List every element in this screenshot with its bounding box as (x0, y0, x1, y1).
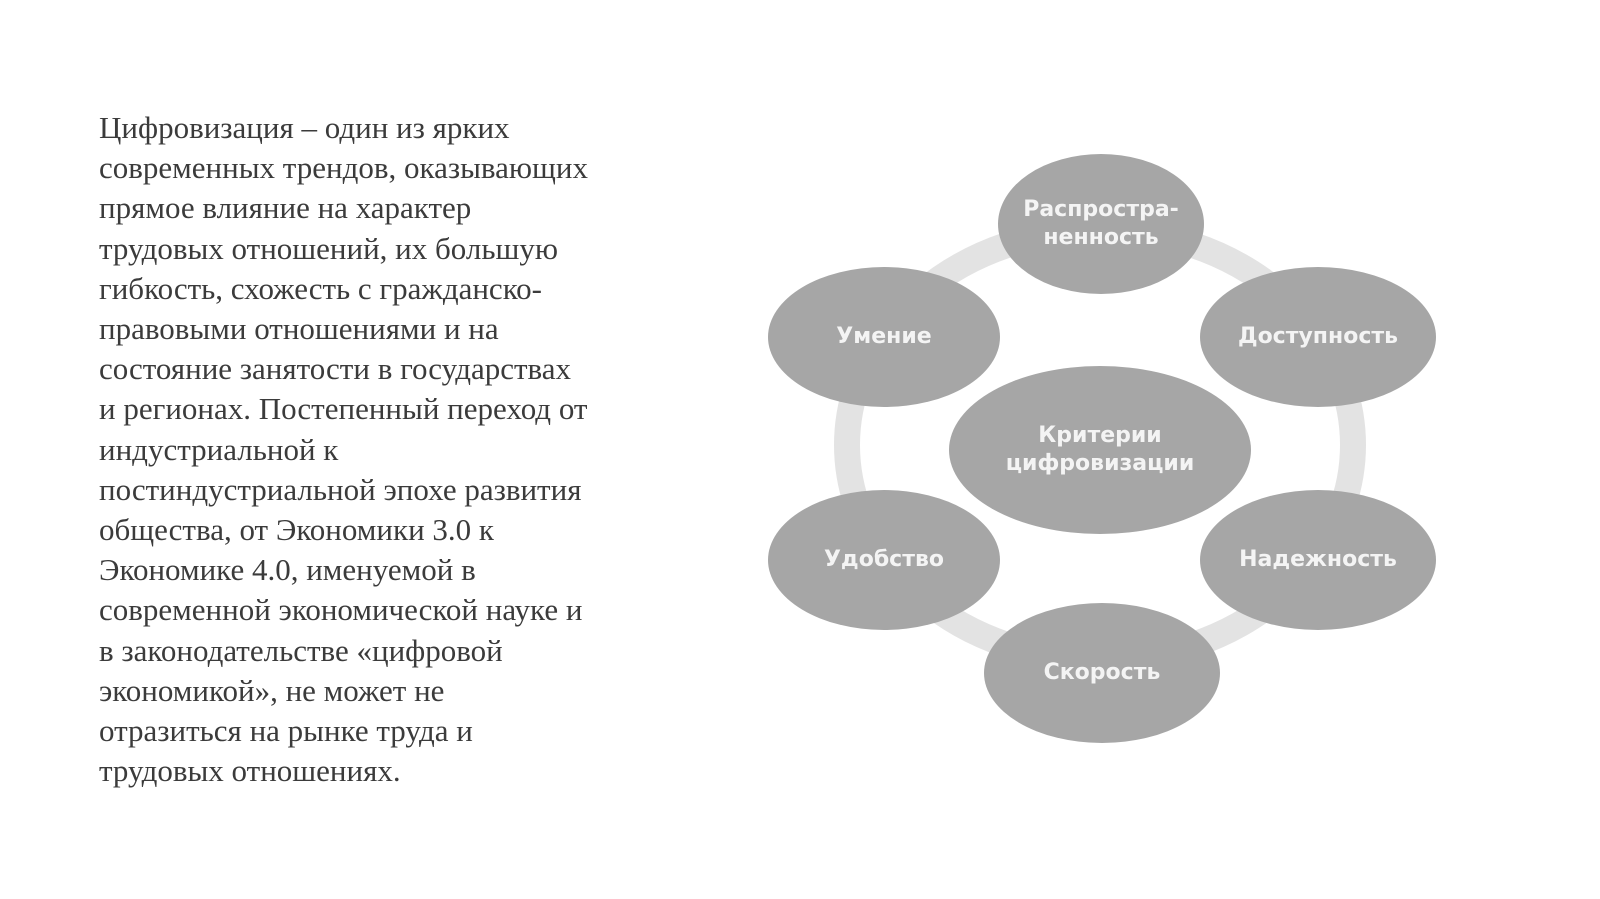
node-bottom-label: Скорость (1043, 660, 1161, 685)
text-line: и регионах. Постепенный переход от (99, 391, 588, 427)
text-line: Цифровизация – один из ярких (99, 110, 510, 145)
text-line: правовыми отношениями и на (99, 311, 499, 347)
node-center (949, 366, 1251, 534)
text-line: отразиться на рынке труда и (99, 713, 473, 749)
text-line: постиндустриальной эпохе развития (99, 471, 582, 507)
node-top-label-line1: Распростра- (1023, 197, 1179, 222)
text-line: гибкость, схожесть с гражданско- (99, 270, 543, 306)
node-bottom (984, 603, 1220, 743)
text-line: прямое влияние на характер (99, 190, 472, 226)
node-left-top (768, 267, 1000, 407)
text-line: Экономике 4.0, именуемой в (99, 552, 476, 588)
node-right-bottom-label: Надежность (1239, 547, 1397, 572)
node-top (998, 154, 1204, 294)
node-center-label-line2: цифровизации (1005, 451, 1195, 476)
text-line: общества, от Экономики 3.0 к (99, 512, 494, 548)
text-line: современной экономической науке и (99, 592, 583, 628)
text-line: экономикой», не может не (99, 672, 445, 708)
node-center-label-line1: Критерии (1038, 423, 1162, 448)
node-top-label-line2: ненность (1043, 225, 1159, 250)
node-right-bottom (1200, 490, 1436, 630)
text-line: состояние занятости в государствах (99, 351, 572, 387)
text-line: индустриальной к (99, 431, 339, 467)
text-line: в законодательстве «цифровой (99, 632, 503, 668)
node-top-shape (998, 154, 1204, 294)
node-center-shape (949, 366, 1251, 534)
node-right-top-label: Доступность (1237, 324, 1399, 349)
node-left-bottom-label: Удобство (823, 547, 945, 572)
text-line: современных трендов, оказывающих (99, 150, 589, 186)
text-line: трудовых отношений, их большую (99, 230, 559, 266)
node-left-bottom (768, 490, 1000, 630)
node-right-top (1200, 267, 1436, 407)
node-left-top-label: Умение (836, 324, 932, 349)
text-line: трудовых отношениях. (99, 753, 401, 789)
